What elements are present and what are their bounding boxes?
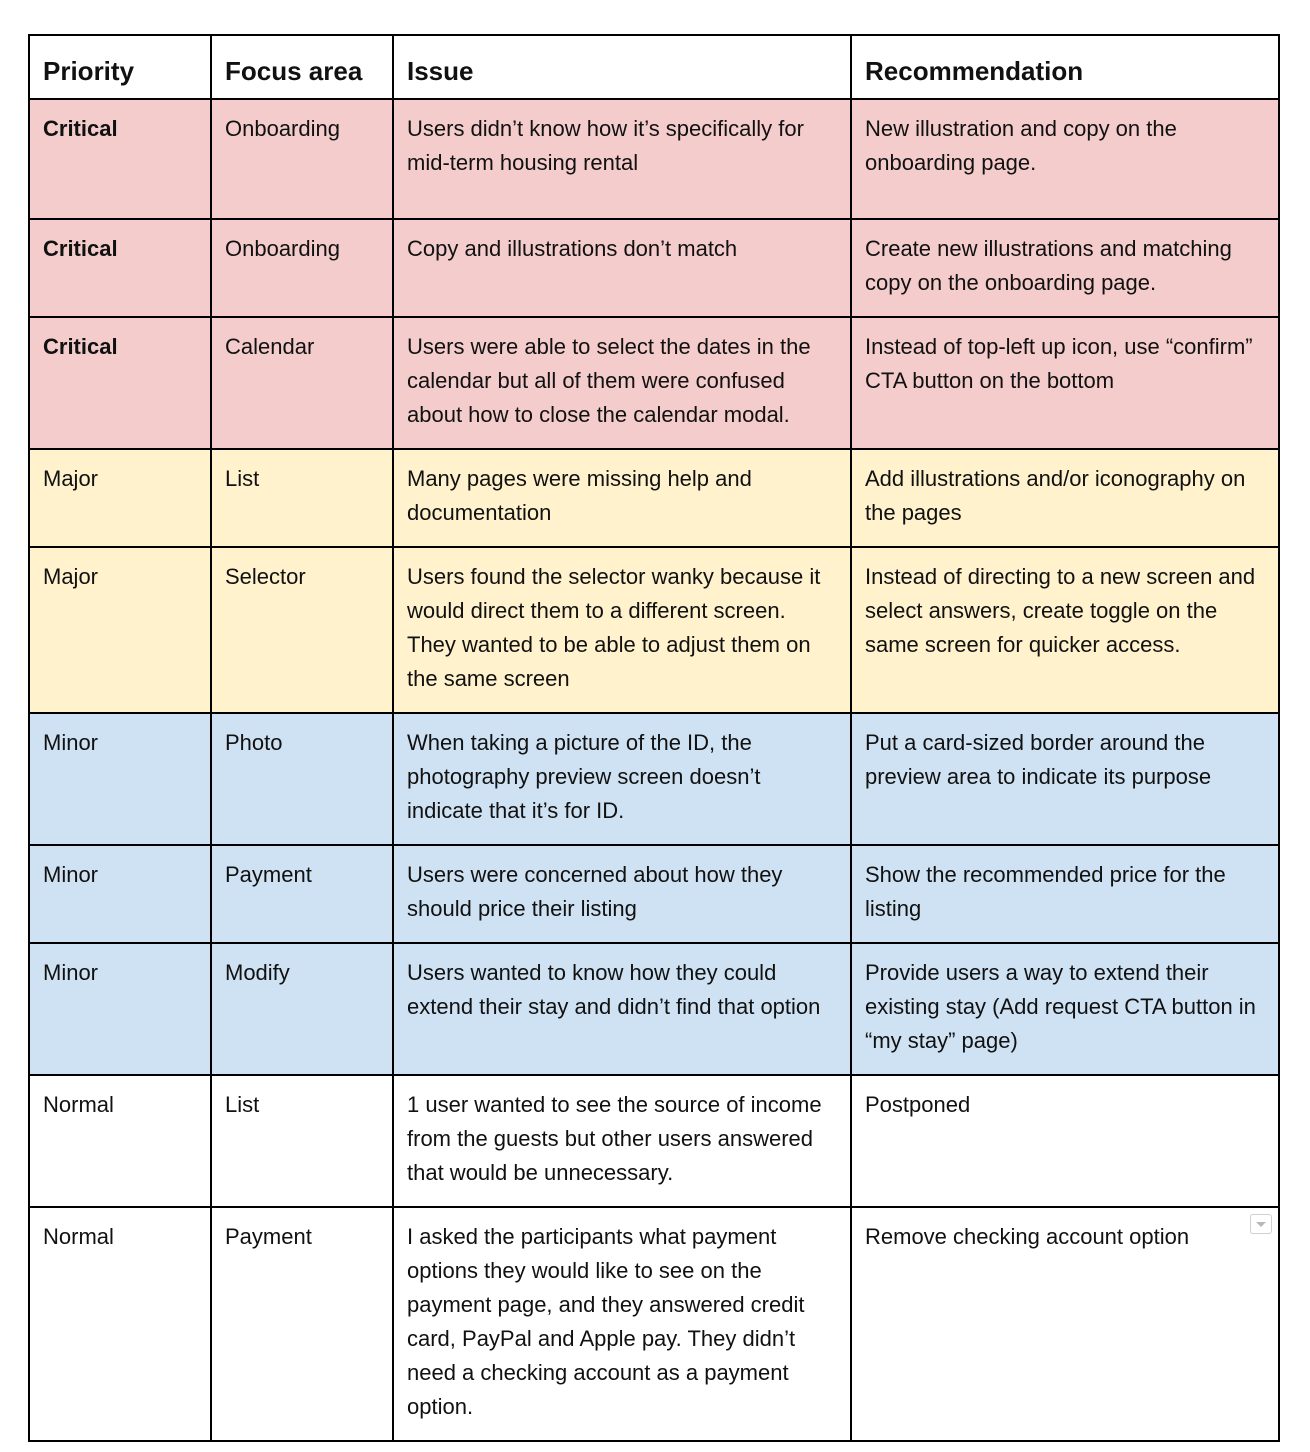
issue-cell: Users were concerned about how they should price their listing [393, 845, 851, 943]
focus-area-cell: Modify [211, 943, 393, 1075]
priority-cell: Critical [29, 219, 211, 317]
focus-area-cell: Selector [211, 547, 393, 713]
recommendation-cell [851, 1207, 1279, 1441]
issue-cell: Users didn’t know how it’s specifically for mid-term housing rental [393, 99, 851, 219]
focus-area-cell: Payment [211, 1207, 393, 1441]
recommendation-cell: Instead of directing to a new screen and select answers, create toggle on the same screen for quicker access. [851, 547, 1279, 713]
table-row [29, 845, 1279, 943]
priority-cell: Normal [29, 1075, 211, 1207]
recommendation-cell: Put a card-sized border around the preview area to indicate its purpose [851, 713, 1279, 845]
focus-area-cell: Onboarding [211, 219, 393, 317]
focus-area-cell: List [211, 1075, 393, 1207]
chevron-down-icon[interactable] [1250, 1214, 1272, 1234]
header-priority: Priority [29, 35, 211, 99]
recommendation-cell: Create new illustrations and matching copy on the onboarding page. [851, 219, 1279, 317]
priority-cell: Major [29, 449, 211, 547]
issue-cell: Users wanted to know how they could extend their stay and didn’t find that option [393, 943, 851, 1075]
table-row [29, 943, 1279, 1075]
recommendation-cell: Show the recommended price for the listing [851, 845, 1279, 943]
issue-cell: When taking a picture of the ID, the photography preview screen doesn’t indicate that it’s for ID. [393, 713, 851, 845]
table-row [29, 317, 1279, 449]
issue-cell: I asked the participants what payment options they would like to see on the payment page, and they answered credit card, PayPal and Apple pay. They didn’t need a checking account as a payment option. [393, 1207, 851, 1441]
focus-area-cell: Calendar [211, 317, 393, 449]
priority-cell: Minor [29, 845, 211, 943]
table-row [29, 99, 1279, 219]
table-row [29, 219, 1279, 317]
table-row [29, 449, 1279, 547]
issue-cell: Many pages were missing help and documentation [393, 449, 851, 547]
priority-cell: Major [29, 547, 211, 713]
focus-area-cell: Payment [211, 845, 393, 943]
focus-area-cell: List [211, 449, 393, 547]
header-row [29, 35, 1279, 99]
priority-cell: Critical [29, 99, 211, 219]
priority-cell: Minor [29, 713, 211, 845]
priority-cell: Normal [29, 1207, 211, 1441]
usability-findings-table [28, 34, 1280, 1442]
recommendation-cell: Instead of top-left up icon, use “confirm” CTA button on the bottom [851, 317, 1279, 449]
table-row [29, 1075, 1279, 1207]
recommendation-cell: New illustration and copy on the onboarding page. [851, 99, 1279, 219]
header-focus-area: Focus area [211, 35, 393, 99]
table-row [29, 1207, 1279, 1441]
recommendation-text: Remove checking account option [865, 1224, 1190, 1249]
table-row [29, 713, 1279, 845]
focus-area-cell: Onboarding [211, 99, 393, 219]
priority-cell: Minor [29, 943, 211, 1075]
issue-cell: Copy and illustrations don’t match [393, 219, 851, 317]
focus-area-cell: Photo [211, 713, 393, 845]
issue-cell: Users found the selector wanky because it would direct them to a different screen. They wanted to be able to adjust them on the same screen [393, 547, 851, 713]
header-issue: Issue [393, 35, 851, 99]
recommendation-cell: Add illustrations and/or iconography on the pages [851, 449, 1279, 547]
table-row [29, 547, 1279, 713]
issue-cell: 1 user wanted to see the source of income from the guests but other users answered that would be unnecessary. [393, 1075, 851, 1207]
issue-cell: Users were able to select the dates in the calendar but all of them were confused about how to close the calendar modal. [393, 317, 851, 449]
priority-cell: Critical [29, 317, 211, 449]
header-recommendation: Recommendation [851, 35, 1279, 99]
recommendation-cell: Provide users a way to extend their existing stay (Add request CTA button in “my stay” page) [851, 943, 1279, 1075]
recommendation-cell: Postponed [851, 1075, 1279, 1207]
